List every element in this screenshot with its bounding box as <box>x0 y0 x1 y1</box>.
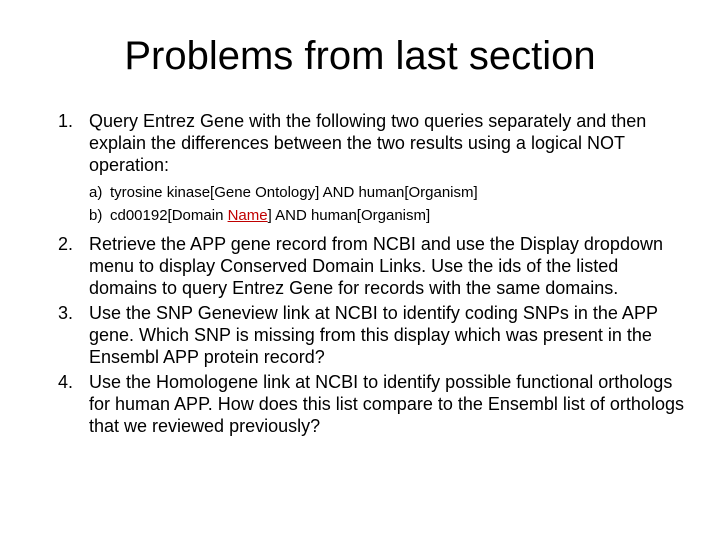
sub-item-text-pre: cd00192[Domain <box>110 207 228 224</box>
sub-item-text: tyrosine kinase[Gene Ontology] AND human[Organism] <box>110 184 478 201</box>
sub-item-text-post: ] AND human[Organism] <box>267 207 431 224</box>
problem-item-2 <box>58 233 688 299</box>
sub-item-label: a) <box>89 184 103 201</box>
problem-number: 4. <box>58 372 74 392</box>
problem-item-4 <box>58 371 688 437</box>
slide-title: Problems from last section <box>124 34 596 78</box>
sub-item-label: b) <box>89 207 103 224</box>
sub-item-a <box>89 181 688 204</box>
highlighted-word: Name <box>227 207 268 224</box>
problem-text: Query Entrez Gene with the following two queries separately and then explain the differences between the two results using a logical NOT operation: <box>89 111 647 175</box>
problem-item-3 <box>58 302 688 368</box>
problem-text: Use the SNP Geneview link at NCBI to identify coding SNPs in the APP gene. Which SNP is missing from this display which was present in the Ensembl APP protein record? <box>89 303 658 367</box>
problem-number: 3. <box>58 303 74 323</box>
problem-number: 2. <box>58 234 74 254</box>
sub-list <box>89 181 688 227</box>
problem-text: Retrieve the APP gene record from NCBI and use the Display dropdown menu to display Conserved Domain Links. Use the ids of the listed domains to query Entrez Gene for records with the same domains. <box>89 234 663 298</box>
problem-number: 1. <box>58 111 74 131</box>
problem-text: Use the Homologene link at NCBI to identify possible functional orthologs for human APP. How does this list compare to the Ensembl list of orthologs that we reviewed previously? <box>89 372 684 436</box>
problem-item-1 <box>58 110 688 227</box>
problem-list <box>58 110 688 437</box>
sub-item-b <box>89 204 688 227</box>
